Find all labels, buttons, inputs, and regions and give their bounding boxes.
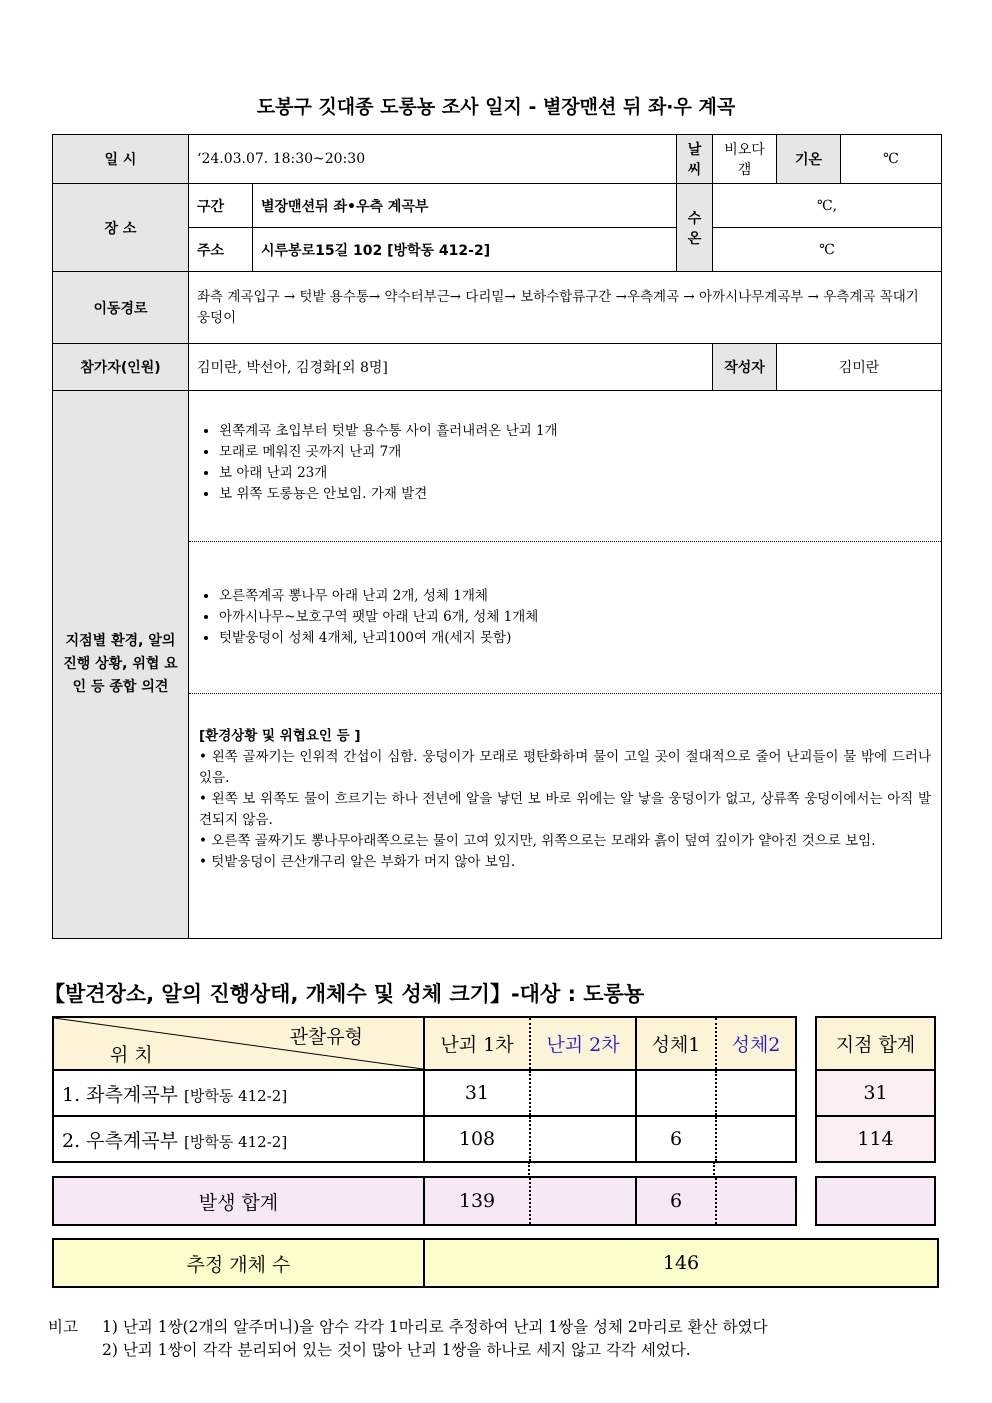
row-adult1: 6 bbox=[636, 1116, 716, 1162]
note-item: • 텃밭웅덩이 성체 4개체, 난괴100여 개(세지 못함) bbox=[219, 628, 931, 649]
date-value: ‘24.03.07. 18:30~20:30 bbox=[189, 135, 677, 184]
note-item: • 오른쪽계곡 뽕나무 아래 난괴 2개, 성체 1개체 bbox=[219, 586, 931, 607]
place-label: 장 소 bbox=[53, 184, 189, 272]
opinion-label: 지점별 환경, 알의 진행 상황, 위협 요인 등 종합 의견 bbox=[53, 391, 189, 939]
remark-item: 1) 난괴 1쌍(2개의 알주머니)을 암수 각각 1마리로 추정하여 난괴 1쌍을 성체 2마리로 환산 하였다 bbox=[102, 1318, 768, 1336]
section-label: 구간 bbox=[189, 184, 253, 228]
participants-label: 참가자(인원) bbox=[53, 344, 189, 391]
row-adult2 bbox=[716, 1116, 796, 1162]
env-note: • 왼쪽 보 위쪽도 물이 흐르기는 하나 전년에 알을 낳던 보 바로 위에는 알 낳을 웅덩이가 없고, 상류쪽 웅덩이에서는 아직 발견되지 않음. bbox=[199, 791, 932, 828]
water-temp-1: ℃, bbox=[713, 184, 942, 228]
section-value: 별장맨션뒤 좌•우측 계곡부 bbox=[253, 184, 677, 228]
note-item: • 아까시나무~보호구역 팻말 아래 난괴 6개, 성체 1개체 bbox=[219, 607, 931, 628]
water-temp-label: 수온 bbox=[677, 184, 713, 272]
opinion-content bbox=[189, 391, 942, 939]
findings-heading: 【발견장소, 알의 진행상태, 개체수 및 성체 크기】-대상 : 도롱뇽 bbox=[44, 982, 645, 1006]
note-item: • 왼쪽계곡 초입부터 텃밭 용수통 사이 흘러내려온 난괴 1개 bbox=[219, 421, 931, 442]
sum-label: 발생 합계 bbox=[53, 1177, 424, 1225]
col-site-total: 지점 합계 bbox=[816, 1017, 935, 1070]
table-row bbox=[53, 1070, 796, 1116]
diagonal-header bbox=[53, 1017, 424, 1070]
remarks-label: 비고 bbox=[48, 1318, 78, 1336]
col-egg2: 난괴 2차 bbox=[530, 1017, 636, 1070]
note-item: • 모래로 메워진 곳까지 난괴 7개 bbox=[219, 442, 931, 463]
row-egg2 bbox=[530, 1116, 636, 1162]
est-value: 146 bbox=[424, 1239, 938, 1287]
environment-notes bbox=[189, 694, 941, 873]
sum-total bbox=[816, 1177, 935, 1225]
col-adult2: 성체2 bbox=[716, 1017, 796, 1070]
note-item: • 보 위쪽 도롱뇽은 안보임. 가재 발견 bbox=[219, 484, 931, 505]
water-temp-2: ℃ bbox=[713, 228, 942, 272]
author-value: 김미란 bbox=[777, 344, 942, 391]
header-type: 관찰유형 bbox=[289, 1026, 363, 1048]
weather-value: 비오다 갬 bbox=[713, 135, 777, 184]
row-adult1 bbox=[636, 1070, 716, 1116]
author-label: 작성자 bbox=[713, 344, 777, 391]
weather-label: 날씨 bbox=[677, 135, 713, 184]
env-note: • 텃밭웅덩이 큰산개구리 알은 부화가 머지 않아 보임. bbox=[199, 854, 516, 870]
route-label: 이동경로 bbox=[53, 272, 189, 344]
col-egg1: 난괴 1차 bbox=[424, 1017, 530, 1070]
site-total-2: 114 bbox=[816, 1116, 935, 1162]
estimate-table bbox=[52, 1238, 939, 1288]
route-value: 좌측 계곡입구 → 텃밭 용수통→ 약수터부근→ 다리밑→ 보하수합류구간 →우측계곡 → 아까시나무계곡부 → 우측계곡 꼭대기 웅덩이 bbox=[189, 272, 942, 344]
temp-label: 기온 bbox=[777, 135, 841, 184]
sum-egg2 bbox=[530, 1177, 636, 1225]
left-valley-notes bbox=[189, 391, 941, 542]
site-total-table bbox=[815, 1016, 936, 1163]
note-item: • 보 아래 난괴 23개 bbox=[219, 463, 931, 484]
remark-item: 2) 난괴 1쌍이 각각 분리되어 있는 것이 많아 난괴 1쌍을 하나로 세지 않고 각각 세었다. bbox=[102, 1341, 691, 1359]
env-note: • 왼쪽 골짜기는 인위적 간섭이 심함. 웅덩이가 모래로 평탄화하며 물이 고일 곳이 절대적으로 줄어 난괴들이 물 밖에 드러나 있음. bbox=[199, 749, 932, 786]
address-value: 시루봉로15길 102 [방학동 412-2] bbox=[253, 228, 677, 272]
row-adult2 bbox=[716, 1070, 796, 1116]
date-label: 일 시 bbox=[53, 135, 189, 184]
sum-table bbox=[52, 1176, 797, 1226]
row-location: 1. 좌측계곡부 [방학동 412-2] bbox=[53, 1070, 424, 1116]
right-valley-notes bbox=[189, 542, 941, 694]
sum-adult1: 6 bbox=[636, 1177, 716, 1225]
findings-table bbox=[52, 1016, 797, 1163]
header-location: 위 치 bbox=[110, 1044, 153, 1066]
sum-adult2 bbox=[716, 1177, 796, 1225]
env-note: • 오른쪽 골짜기도 뽕나무아래쪽으로는 물이 고여 있지만, 위쪽으로는 모래와 흙이 덮여 깊이가 얕아진 것으로 보임. bbox=[199, 833, 876, 849]
row-egg1: 31 bbox=[424, 1070, 530, 1116]
survey-log-table bbox=[52, 134, 942, 939]
row-egg1: 108 bbox=[424, 1116, 530, 1162]
col-adult1: 성체1 bbox=[636, 1017, 716, 1070]
sum-side-table bbox=[815, 1176, 936, 1226]
page-title: 도봉구 깃대종 도롱뇽 조사 일지 - 별장맨션 뒤 좌·우 계곡 bbox=[256, 96, 736, 118]
remarks bbox=[48, 1316, 767, 1362]
site-total-1: 31 bbox=[816, 1070, 935, 1116]
participants-value: 김미란, 박선아, 김경화[외 8명] bbox=[189, 344, 713, 391]
row-egg2 bbox=[530, 1070, 636, 1116]
address-label: 주소 bbox=[189, 228, 253, 272]
row-location: 2. 우측계곡부 [방학동 412-2] bbox=[53, 1116, 424, 1162]
temp-value: ℃ bbox=[841, 135, 942, 184]
est-label: 추정 개체 수 bbox=[53, 1239, 424, 1287]
table-row bbox=[53, 1116, 796, 1162]
sum-egg1: 139 bbox=[424, 1177, 530, 1225]
env-heading: [환경상황 및 위협요인 등 ] bbox=[199, 728, 361, 744]
